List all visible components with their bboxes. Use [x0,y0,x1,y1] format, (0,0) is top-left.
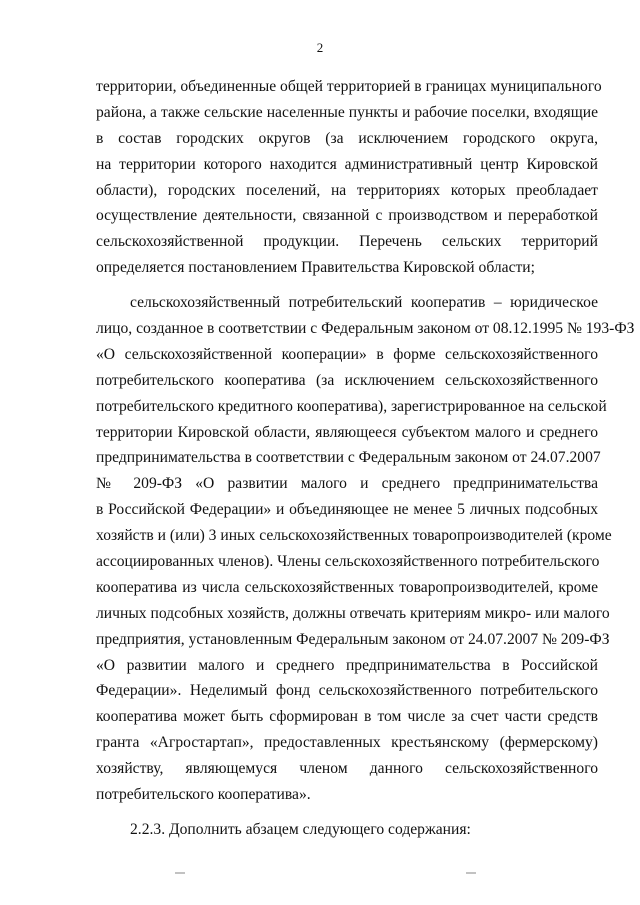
scan-mark-left [175,872,185,874]
paragraph-spacer [96,281,598,290]
text-line: предприятия, установленным Федеральным законом от 24.07.2007 № 209-ФЗ [96,630,610,648]
text-line: сельскохозяйственный потребительский кооператив – юридическое [130,294,598,312]
text-line: гранта «Агростартап», предоставленных крестьянскому (фермерскому) [96,734,598,752]
text-line: осуществление деятельности, связанной с производством и переработкой [96,207,598,225]
text-line: определяется постановлением Правительства Кировской области; [96,259,535,277]
text-line: ассоциированных членов). Члены сельскохозяйственного потребительского [96,553,600,571]
text-line: № 209-ФЗ «О развитии малого и среднего предпринимательства [96,475,598,493]
text-line: в Российской Федерации» и объединяющее не менее 5 личных подсобных [96,501,598,519]
text-line: области), городских поселений, на территориях которых преобладает [96,181,598,199]
text-line: хозяйству, являющемуся членом данного сельскохозяйственного [96,760,598,778]
text-line: на территории которого находится административный центр Кировской [96,155,598,173]
text-line: потребительского кооператива». [96,786,311,804]
text-line: в состав городских округов (за исключением городского округа, [96,129,598,147]
paragraph-cooperative-definition [96,290,635,808]
text-line: потребительского кооператива (за исключением сельскохозяйственного [96,371,598,389]
page-number: 2 [316,40,324,55]
paragraph-spacer [96,808,598,817]
text-line: кооператива из числа сельскохозяйственных товаропроизводителей, кроме [96,578,598,596]
text-line: личных подсобных хозяйств, должны отвечать критериям микро- или малого [96,604,610,622]
text-line: территории Кировской области, являющееся субъектом малого и среднего [96,423,598,441]
text-line: Федерации». Неделимый фонд сельскохозяйственного потребительского [96,682,598,700]
text-line: хозяйств и (или) 3 иных сельскохозяйственных товаропроизводителей (кроме [96,527,612,545]
scan-mark-right [466,872,476,874]
text-line: кооператива может быть сформирован в том числе за счет части средств [96,708,598,726]
document-body [96,74,635,843]
text-line: «О сельскохозяйственной кооперации» в форме сельскохозяйственного [96,345,598,363]
text-line: потребительского кредитного кооператива), зарегистрированное на сельской [96,397,607,415]
text-line: «О развитии малого и среднего предпринимательства в Российской [96,656,598,674]
text-line: района, а также сельские населенные пункты и рабочие поселки, входящие [96,103,598,121]
text-line: лицо, созданное в соответствии с Федеральным законом от 08.12.1995 № 193-ФЗ [96,320,635,338]
text-line: территории, объединенные общей территорией в границах муниципального [96,78,602,95]
text-line: предпринимательства в соответствии с Федеральным законом от 24.07.2007 [96,449,601,467]
text-line: сельскохозяйственной продукции. Перечень сельских территорий [96,233,598,251]
paragraph-rural-territories [96,74,602,281]
section-heading: 2.2.3. Дополнить абзацем следующего содержания: [130,820,471,838]
